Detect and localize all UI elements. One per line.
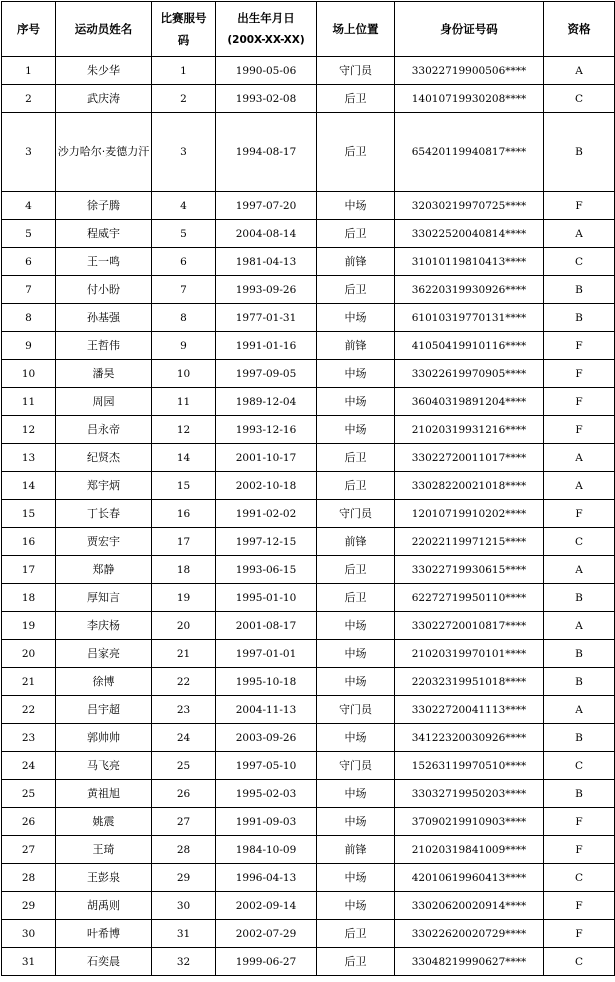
cell-name: 王琦 bbox=[56, 836, 152, 864]
cell-seq: 21 bbox=[2, 668, 56, 696]
table-row bbox=[2, 220, 615, 248]
table-row bbox=[2, 836, 615, 864]
cell-position: 中场 bbox=[317, 892, 395, 920]
cell-position: 中场 bbox=[317, 192, 395, 220]
header-birth bbox=[216, 2, 317, 57]
cell-seq: 25 bbox=[2, 780, 56, 808]
cell-jersey-number: 16 bbox=[152, 500, 216, 528]
cell-grade: B bbox=[544, 276, 615, 304]
cell-position: 守门员 bbox=[317, 752, 395, 780]
table-row bbox=[2, 388, 615, 416]
cell-birth-date: 2004-08-14 bbox=[216, 220, 317, 248]
cell-grade: C bbox=[544, 752, 615, 780]
cell-name: 武庆涛 bbox=[56, 85, 152, 113]
cell-jersey-number: 30 bbox=[152, 892, 216, 920]
cell-seq: 22 bbox=[2, 696, 56, 724]
cell-id-number: 33022720041113**** bbox=[395, 696, 544, 724]
cell-jersey-number: 8 bbox=[152, 304, 216, 332]
table-row bbox=[2, 113, 615, 192]
header-seq: 序号 bbox=[2, 2, 56, 57]
cell-jersey-number: 24 bbox=[152, 724, 216, 752]
table-row bbox=[2, 724, 615, 752]
cell-seq: 9 bbox=[2, 332, 56, 360]
cell-grade: F bbox=[544, 808, 615, 836]
cell-name: 吕宇超 bbox=[56, 696, 152, 724]
cell-name: 潘昊 bbox=[56, 360, 152, 388]
cell-jersey-number: 5 bbox=[152, 220, 216, 248]
cell-name: 石奕晨 bbox=[56, 948, 152, 976]
header-birth-line1: 出生年月日 bbox=[237, 11, 295, 25]
table-row bbox=[2, 472, 615, 500]
cell-grade: C bbox=[544, 528, 615, 556]
cell-id-number: 62272719950110**** bbox=[395, 584, 544, 612]
cell-position: 守门员 bbox=[317, 57, 395, 85]
cell-grade: B bbox=[544, 640, 615, 668]
table-row bbox=[2, 85, 615, 113]
cell-id-number: 32030219970725**** bbox=[395, 192, 544, 220]
header-name: 运动员姓名 bbox=[56, 2, 152, 57]
cell-grade: A bbox=[544, 612, 615, 640]
cell-id-number: 21020319970101**** bbox=[395, 640, 544, 668]
cell-id-number: 21020319931216**** bbox=[395, 416, 544, 444]
table-row bbox=[2, 948, 615, 976]
cell-jersey-number: 32 bbox=[152, 948, 216, 976]
table-row bbox=[2, 500, 615, 528]
cell-name: 丁长春 bbox=[56, 500, 152, 528]
cell-seq: 20 bbox=[2, 640, 56, 668]
cell-seq: 5 bbox=[2, 220, 56, 248]
cell-seq: 19 bbox=[2, 612, 56, 640]
cell-position: 后卫 bbox=[317, 85, 395, 113]
cell-position: 中场 bbox=[317, 304, 395, 332]
cell-id-number: 41050419910116**** bbox=[395, 332, 544, 360]
cell-name: 吕家亮 bbox=[56, 640, 152, 668]
cell-jersey-number: 2 bbox=[152, 85, 216, 113]
cell-seq: 13 bbox=[2, 444, 56, 472]
cell-id-number: 33048219990627**** bbox=[395, 948, 544, 976]
table-row bbox=[2, 556, 615, 584]
cell-grade: A bbox=[544, 444, 615, 472]
cell-name: 黄祖旭 bbox=[56, 780, 152, 808]
cell-grade: B bbox=[544, 304, 615, 332]
cell-jersey-number: 11 bbox=[152, 388, 216, 416]
cell-birth-date: 1997-07-20 bbox=[216, 192, 317, 220]
cell-position: 中场 bbox=[317, 640, 395, 668]
cell-seq: 27 bbox=[2, 836, 56, 864]
table-row bbox=[2, 416, 615, 444]
cell-position: 中场 bbox=[317, 360, 395, 388]
cell-grade: F bbox=[544, 920, 615, 948]
cell-birth-date: 1989-12-04 bbox=[216, 388, 317, 416]
cell-id-number: 33022620020729**** bbox=[395, 920, 544, 948]
cell-seq: 1 bbox=[2, 57, 56, 85]
header-position: 场上位置 bbox=[317, 2, 395, 57]
table-row bbox=[2, 892, 615, 920]
cell-grade: A bbox=[544, 57, 615, 85]
cell-grade: C bbox=[544, 248, 615, 276]
cell-name: 沙力哈尔·麦德力汗 bbox=[56, 113, 152, 192]
cell-birth-date: 1993-12-16 bbox=[216, 416, 317, 444]
cell-name: 姚震 bbox=[56, 808, 152, 836]
cell-grade: F bbox=[544, 360, 615, 388]
cell-id-number: 42010619960413**** bbox=[395, 864, 544, 892]
cell-name: 吕永帝 bbox=[56, 416, 152, 444]
cell-position: 前锋 bbox=[317, 528, 395, 556]
roster-body bbox=[2, 57, 615, 976]
cell-birth-date: 1995-02-03 bbox=[216, 780, 317, 808]
cell-seq: 11 bbox=[2, 388, 56, 416]
cell-name: 郑静 bbox=[56, 556, 152, 584]
cell-seq: 14 bbox=[2, 472, 56, 500]
cell-birth-date: 2001-10-17 bbox=[216, 444, 317, 472]
cell-seq: 3 bbox=[2, 113, 56, 192]
table-row bbox=[2, 640, 615, 668]
cell-position: 中场 bbox=[317, 808, 395, 836]
cell-jersey-number: 20 bbox=[152, 612, 216, 640]
cell-name: 朱少华 bbox=[56, 57, 152, 85]
table-row bbox=[2, 57, 615, 85]
cell-name: 厚知言 bbox=[56, 584, 152, 612]
cell-jersey-number: 18 bbox=[152, 556, 216, 584]
cell-position: 中场 bbox=[317, 724, 395, 752]
cell-birth-date: 1997-05-10 bbox=[216, 752, 317, 780]
cell-jersey-number: 26 bbox=[152, 780, 216, 808]
cell-grade: C bbox=[544, 864, 615, 892]
cell-grade: A bbox=[544, 472, 615, 500]
table-row bbox=[2, 528, 615, 556]
cell-id-number: 34122320030926**** bbox=[395, 724, 544, 752]
cell-seq: 16 bbox=[2, 528, 56, 556]
table-row bbox=[2, 808, 615, 836]
header-row bbox=[2, 2, 615, 57]
cell-id-number: 14010719930208**** bbox=[395, 85, 544, 113]
cell-id-number: 33022720010817**** bbox=[395, 612, 544, 640]
cell-name: 李庆杨 bbox=[56, 612, 152, 640]
cell-seq: 29 bbox=[2, 892, 56, 920]
cell-name: 王一鸣 bbox=[56, 248, 152, 276]
cell-grade: A bbox=[544, 220, 615, 248]
cell-jersey-number: 14 bbox=[152, 444, 216, 472]
cell-name: 叶希博 bbox=[56, 920, 152, 948]
cell-grade: F bbox=[544, 332, 615, 360]
cell-birth-date: 1993-06-15 bbox=[216, 556, 317, 584]
cell-position: 后卫 bbox=[317, 948, 395, 976]
header-grade: 资格 bbox=[544, 2, 615, 57]
cell-position: 后卫 bbox=[317, 220, 395, 248]
cell-jersey-number: 31 bbox=[152, 920, 216, 948]
cell-position: 后卫 bbox=[317, 584, 395, 612]
table-row bbox=[2, 780, 615, 808]
cell-birth-date: 1993-09-26 bbox=[216, 276, 317, 304]
cell-birth-date: 1997-01-01 bbox=[216, 640, 317, 668]
cell-birth-date: 1997-09-05 bbox=[216, 360, 317, 388]
cell-position: 前锋 bbox=[317, 248, 395, 276]
cell-birth-date: 2001-08-17 bbox=[216, 612, 317, 640]
cell-jersey-number: 22 bbox=[152, 668, 216, 696]
table-row bbox=[2, 248, 615, 276]
cell-birth-date: 1997-12-15 bbox=[216, 528, 317, 556]
cell-jersey-number: 7 bbox=[152, 276, 216, 304]
cell-id-number: 33022720011017**** bbox=[395, 444, 544, 472]
cell-position: 后卫 bbox=[317, 113, 395, 192]
table-row bbox=[2, 360, 615, 388]
cell-grade: F bbox=[544, 500, 615, 528]
cell-name: 孙基强 bbox=[56, 304, 152, 332]
table-row bbox=[2, 696, 615, 724]
table-row bbox=[2, 444, 615, 472]
cell-name: 付小盼 bbox=[56, 276, 152, 304]
cell-position: 中场 bbox=[317, 416, 395, 444]
cell-jersey-number: 19 bbox=[152, 584, 216, 612]
table-row bbox=[2, 584, 615, 612]
cell-jersey-number: 27 bbox=[152, 808, 216, 836]
cell-id-number: 37090219910903**** bbox=[395, 808, 544, 836]
cell-jersey-number: 10 bbox=[152, 360, 216, 388]
cell-seq: 17 bbox=[2, 556, 56, 584]
cell-position: 前锋 bbox=[317, 332, 395, 360]
table-row bbox=[2, 864, 615, 892]
cell-id-number: 33022619970905**** bbox=[395, 360, 544, 388]
cell-id-number: 12010719910202**** bbox=[395, 500, 544, 528]
cell-jersey-number: 29 bbox=[152, 864, 216, 892]
cell-grade: F bbox=[544, 388, 615, 416]
cell-name: 郑宇炳 bbox=[56, 472, 152, 500]
cell-jersey-number: 28 bbox=[152, 836, 216, 864]
cell-name: 马飞亮 bbox=[56, 752, 152, 780]
cell-id-number: 31010119810413**** bbox=[395, 248, 544, 276]
cell-jersey-number: 12 bbox=[152, 416, 216, 444]
header-jersey bbox=[152, 2, 216, 57]
cell-jersey-number: 4 bbox=[152, 192, 216, 220]
cell-position: 后卫 bbox=[317, 444, 395, 472]
cell-id-number: 61010319770131**** bbox=[395, 304, 544, 332]
cell-seq: 15 bbox=[2, 500, 56, 528]
cell-seq: 8 bbox=[2, 304, 56, 332]
cell-seq: 23 bbox=[2, 724, 56, 752]
table-row bbox=[2, 612, 615, 640]
cell-grade: B bbox=[544, 668, 615, 696]
cell-position: 后卫 bbox=[317, 556, 395, 584]
cell-jersey-number: 6 bbox=[152, 248, 216, 276]
cell-seq: 6 bbox=[2, 248, 56, 276]
cell-position: 中场 bbox=[317, 668, 395, 696]
cell-position: 后卫 bbox=[317, 276, 395, 304]
header-id: 身份证号码 bbox=[395, 2, 544, 57]
cell-birth-date: 1994-08-17 bbox=[216, 113, 317, 192]
cell-id-number: 22022119971215**** bbox=[395, 528, 544, 556]
cell-grade: C bbox=[544, 948, 615, 976]
cell-jersey-number: 3 bbox=[152, 113, 216, 192]
cell-name: 程威宇 bbox=[56, 220, 152, 248]
cell-jersey-number: 17 bbox=[152, 528, 216, 556]
cell-position: 中场 bbox=[317, 864, 395, 892]
cell-grade: A bbox=[544, 696, 615, 724]
table-row bbox=[2, 304, 615, 332]
cell-position: 中场 bbox=[317, 388, 395, 416]
cell-birth-date: 1981-04-13 bbox=[216, 248, 317, 276]
cell-grade: F bbox=[544, 892, 615, 920]
cell-seq: 30 bbox=[2, 920, 56, 948]
cell-birth-date: 2003-09-26 bbox=[216, 724, 317, 752]
cell-jersey-number: 1 bbox=[152, 57, 216, 85]
cell-jersey-number: 9 bbox=[152, 332, 216, 360]
cell-grade: B bbox=[544, 724, 615, 752]
cell-birth-date: 1999-06-27 bbox=[216, 948, 317, 976]
cell-jersey-number: 23 bbox=[152, 696, 216, 724]
cell-name: 徐子腾 bbox=[56, 192, 152, 220]
cell-jersey-number: 15 bbox=[152, 472, 216, 500]
cell-grade: A bbox=[544, 556, 615, 584]
cell-name: 徐博 bbox=[56, 668, 152, 696]
cell-seq: 2 bbox=[2, 85, 56, 113]
cell-birth-date: 1991-09-03 bbox=[216, 808, 317, 836]
cell-birth-date: 2004-11-13 bbox=[216, 696, 317, 724]
cell-id-number: 15263119970510**** bbox=[395, 752, 544, 780]
cell-name: 王彭泉 bbox=[56, 864, 152, 892]
cell-birth-date: 1984-10-09 bbox=[216, 836, 317, 864]
cell-grade: B bbox=[544, 113, 615, 192]
table-row bbox=[2, 332, 615, 360]
cell-id-number: 33022520040814**** bbox=[395, 220, 544, 248]
header-jersey-line2: 码 bbox=[177, 33, 190, 47]
cell-jersey-number: 25 bbox=[152, 752, 216, 780]
cell-birth-date: 1995-01-10 bbox=[216, 584, 317, 612]
cell-grade: F bbox=[544, 836, 615, 864]
cell-birth-date: 2002-07-29 bbox=[216, 920, 317, 948]
header-birth-line2: (200X-XX-XX) bbox=[227, 34, 305, 46]
cell-seq: 24 bbox=[2, 752, 56, 780]
cell-birth-date: 1990-05-06 bbox=[216, 57, 317, 85]
cell-birth-date: 2002-09-14 bbox=[216, 892, 317, 920]
cell-grade: B bbox=[544, 584, 615, 612]
cell-name: 纪贤杰 bbox=[56, 444, 152, 472]
cell-position: 中场 bbox=[317, 612, 395, 640]
table-row bbox=[2, 920, 615, 948]
cell-position: 守门员 bbox=[317, 500, 395, 528]
cell-seq: 4 bbox=[2, 192, 56, 220]
cell-name: 周园 bbox=[56, 388, 152, 416]
cell-birth-date: 1991-01-16 bbox=[216, 332, 317, 360]
cell-name: 郭帅帅 bbox=[56, 724, 152, 752]
cell-position: 后卫 bbox=[317, 472, 395, 500]
cell-grade: C bbox=[544, 85, 615, 113]
cell-position: 中场 bbox=[317, 780, 395, 808]
cell-id-number: 33032719950203**** bbox=[395, 780, 544, 808]
cell-position: 守门员 bbox=[317, 696, 395, 724]
cell-id-number: 65420119940817**** bbox=[395, 113, 544, 192]
cell-seq: 7 bbox=[2, 276, 56, 304]
cell-seq: 10 bbox=[2, 360, 56, 388]
cell-id-number: 33020620020914**** bbox=[395, 892, 544, 920]
cell-birth-date: 1995-10-18 bbox=[216, 668, 317, 696]
cell-id-number: 33022719930615**** bbox=[395, 556, 544, 584]
cell-seq: 31 bbox=[2, 948, 56, 976]
header-jersey-line1: 比赛服号 bbox=[160, 11, 207, 25]
cell-birth-date: 1993-02-08 bbox=[216, 85, 317, 113]
table-row bbox=[2, 752, 615, 780]
table-row bbox=[2, 668, 615, 696]
cell-id-number: 33022719900506**** bbox=[395, 57, 544, 85]
cell-id-number: 33028220021018**** bbox=[395, 472, 544, 500]
cell-jersey-number: 21 bbox=[152, 640, 216, 668]
roster-table bbox=[1, 1, 615, 976]
cell-birth-date: 1991-02-02 bbox=[216, 500, 317, 528]
cell-grade: F bbox=[544, 416, 615, 444]
cell-position: 前锋 bbox=[317, 836, 395, 864]
cell-id-number: 36220319930926**** bbox=[395, 276, 544, 304]
cell-name: 贾宏宇 bbox=[56, 528, 152, 556]
cell-grade: B bbox=[544, 780, 615, 808]
cell-name: 王哲伟 bbox=[56, 332, 152, 360]
cell-id-number: 22032319951018**** bbox=[395, 668, 544, 696]
cell-birth-date: 1996-04-13 bbox=[216, 864, 317, 892]
cell-grade: F bbox=[544, 192, 615, 220]
table-row bbox=[2, 192, 615, 220]
cell-position: 后卫 bbox=[317, 920, 395, 948]
cell-seq: 26 bbox=[2, 808, 56, 836]
cell-id-number: 36040319891204**** bbox=[395, 388, 544, 416]
cell-birth-date: 2002-10-18 bbox=[216, 472, 317, 500]
cell-seq: 12 bbox=[2, 416, 56, 444]
cell-id-number: 21020319841009**** bbox=[395, 836, 544, 864]
cell-seq: 18 bbox=[2, 584, 56, 612]
cell-seq: 28 bbox=[2, 864, 56, 892]
cell-name: 胡禹则 bbox=[56, 892, 152, 920]
table-row bbox=[2, 276, 615, 304]
cell-birth-date: 1977-01-31 bbox=[216, 304, 317, 332]
